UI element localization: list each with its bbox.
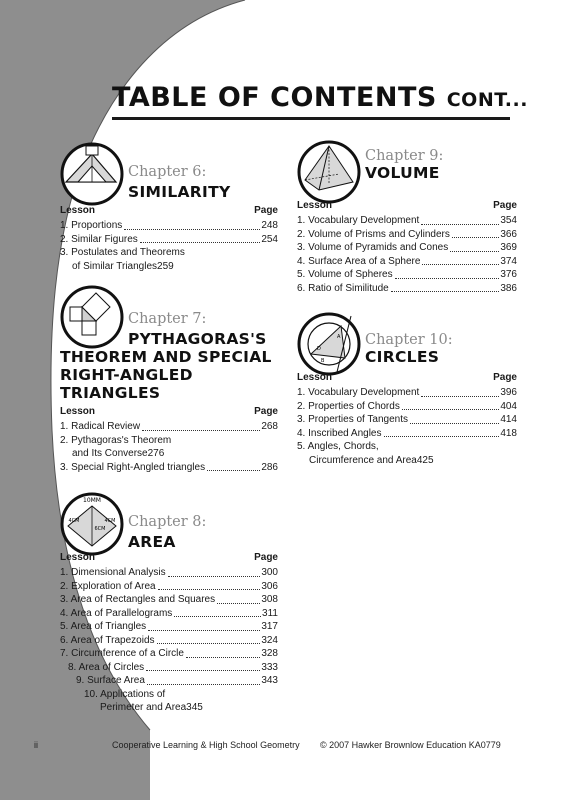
lesson-list (60, 205, 278, 273)
lesson-list (297, 372, 517, 467)
footer-copyright: © 2007 Hawker Brownlow Education KA0779 (320, 740, 501, 750)
page-header: Page (493, 372, 517, 383)
lesson-row: 3. Volume of Pyramids and Cones 369 (297, 242, 517, 253)
area-measure-icon (60, 492, 124, 556)
pythagoras-squares-icon (60, 285, 124, 349)
lesson-row: 5. Angles, Chords, Circumference and Area 425 (297, 441, 434, 466)
lesson-row: 3. Properties of Tangents 414 (297, 414, 517, 425)
page-header: Page (254, 205, 278, 216)
svg-text:A: A (337, 334, 341, 340)
lesson-row: 8. Area of Circles 333 (68, 661, 278, 673)
chapter-7 (60, 285, 278, 480)
lesson-row: 10. Applications of Perimeter and Area 345 (84, 688, 203, 713)
chapter-title: CIRCLES (365, 348, 440, 366)
chapter-9 (297, 140, 517, 300)
emblem-label: 10MM (83, 497, 101, 504)
lesson-row: 2. Pythagoras's Theorem and Its Converse 276 (60, 434, 172, 459)
chapter-title-cont: TRIANGLES (60, 384, 161, 402)
title-rule (112, 117, 510, 120)
lesson-row: 2. Properties of Chords 404 (297, 400, 517, 412)
lesson-row: 6. Ratio of Similitude 386 (297, 282, 517, 294)
lesson-list (297, 200, 517, 295)
chapter-title-cont: THEOREM AND SPECIAL (60, 348, 272, 366)
chapter-title: VOLUME (365, 164, 440, 182)
lesson-header: Lesson (60, 205, 96, 216)
lesson-row: 1. Proportions 248 (60, 220, 278, 231)
chapter-title: AREA (128, 533, 176, 551)
chapter-title: PYTHAGORAS'S (128, 330, 267, 348)
emblem-label: 4CM (104, 518, 116, 524)
lesson-header: Lesson (297, 372, 333, 383)
lesson-row: 9. Surface Area 343 (76, 675, 278, 686)
lesson-row: 5. Area of Triangles 317 (60, 621, 278, 632)
lesson-row: 6. Area of Trapezoids 324 (60, 634, 278, 646)
svg-text:B: B (321, 358, 325, 364)
page-header: Page (254, 552, 278, 563)
lesson-header: Lesson (60, 406, 96, 417)
lesson-row: 4. Surface Area of a Sphere 374 (297, 255, 517, 267)
lesson-row: 3. Postulates and Theorems of Similar Triangles 259 (60, 247, 185, 272)
svg-text:D: D (317, 346, 321, 352)
chapter-10 (297, 312, 517, 472)
lesson-row: 3. Special Right-Angled triangles 286 (60, 461, 278, 473)
chapter-8 (60, 492, 278, 717)
chapter-number: Chapter 9: (365, 148, 444, 164)
lesson-header: Lesson (60, 552, 96, 563)
chapter-title: SIMILARITY (128, 183, 231, 201)
lesson-row: 1. Vocabulary Development 396 (297, 387, 517, 398)
lesson-row: 2. Volume of Prisms and Cylinders 366 (297, 228, 517, 240)
lesson-row: 1. Dimensional Analysis 300 (60, 567, 278, 578)
lesson-row: 2. Similar Figures 254 (60, 233, 278, 245)
page-title: TABLE OF CONTENTS CONT... (112, 82, 528, 113)
similar-triangles-icon (60, 142, 124, 206)
chapter-6 (60, 142, 278, 277)
lesson-row: 7. Circumference of a Circle 328 (60, 648, 278, 659)
footer-book-title: Cooperative Learning & High School Geometry (112, 740, 300, 750)
emblem-label: 4CM (68, 518, 80, 524)
lesson-row: 1. Vocabulary Development 354 (297, 215, 517, 226)
lesson-list (60, 406, 278, 474)
page-header: Page (493, 200, 517, 211)
chapter-number: Chapter 6: (128, 164, 207, 180)
page-header: Page (254, 406, 278, 417)
lesson-row: 4. Area of Parallelograms 311 (60, 607, 278, 619)
lesson-row: 5. Volume of Spheres 376 (297, 269, 517, 280)
chapter-title-cont: RIGHT-ANGLED (60, 366, 193, 384)
lesson-row: 2. Exploration of Area 306 (60, 580, 278, 592)
lesson-header: Lesson (297, 200, 333, 211)
lesson-list (60, 552, 278, 715)
chapter-number: Chapter 7: (128, 311, 207, 327)
footer-page-number: ii (34, 740, 38, 750)
circle-chords-icon (297, 312, 361, 376)
pyramid-icon (297, 140, 361, 204)
emblem-label: 6CM (94, 526, 106, 532)
chapter-number: Chapter 8: (128, 514, 207, 530)
chapter-number: Chapter 10: (365, 332, 453, 348)
lesson-row: 4. Inscribed Angles 418 (297, 427, 517, 439)
lesson-row: 1. Radical Review 268 (60, 421, 278, 432)
lesson-row: 3. Area of Rectangles and Squares 308 (60, 594, 278, 605)
